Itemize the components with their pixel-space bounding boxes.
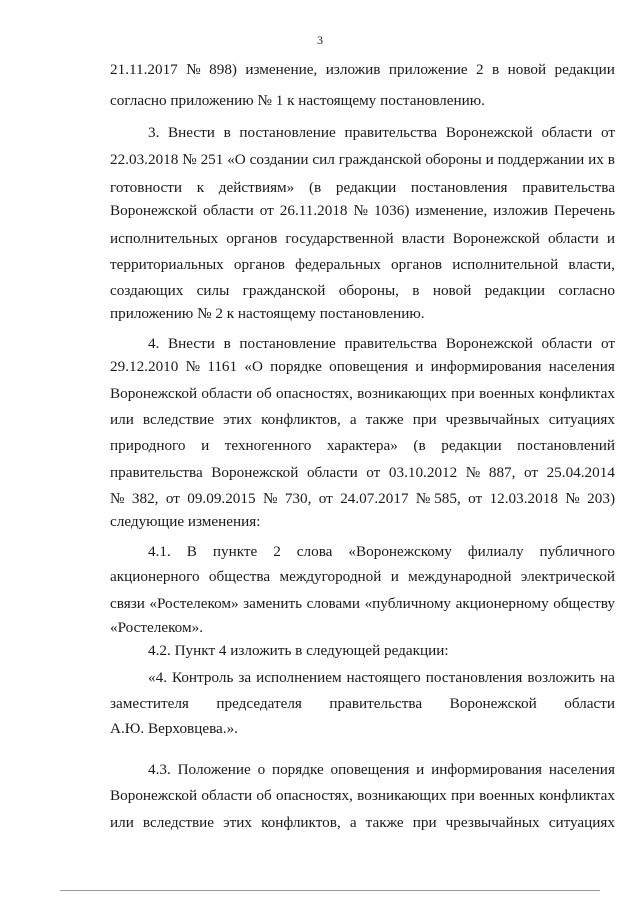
text-word: правительства: [344, 124, 438, 141]
text-word: также: [365, 411, 404, 428]
text-word: №: [182, 151, 197, 168]
text-word: области: [547, 230, 599, 247]
text-word: 382,: [131, 490, 159, 507]
text-word: природного: [110, 437, 186, 454]
text-line: [148, 760, 615, 780]
text-word: 4.2. Пункт 4 изложить в следующей редакции:: [148, 642, 449, 659]
text-word: №: [110, 490, 125, 507]
text-word: правительства: [344, 335, 438, 352]
text-word: обороны,: [338, 282, 399, 299]
text-word: 730,: [284, 490, 312, 507]
text-word: и: [390, 568, 399, 585]
text-word: обществу: [553, 595, 615, 612]
text-line: [110, 786, 615, 806]
text-word: 203): [587, 490, 615, 507]
text-word: исполнительных: [110, 230, 219, 247]
text-word: «О: [227, 151, 246, 168]
text-line: [110, 91, 485, 111]
text-word: от: [318, 490, 333, 507]
text-line: [148, 542, 615, 562]
text-word: на: [600, 669, 615, 686]
text-word: о: [257, 761, 266, 778]
text-word: постановление: [239, 335, 336, 352]
text-word: редакции: [441, 437, 502, 454]
text-word: «публичному: [364, 595, 452, 612]
text-line: [110, 694, 615, 714]
text-word: области: [564, 695, 615, 712]
text-word: постановления: [425, 669, 523, 686]
text-word: Воронежской: [445, 124, 533, 141]
text-word: области: [541, 335, 593, 352]
text-line: [110, 281, 615, 301]
text-word: В: [186, 543, 197, 560]
text-word: филиалу: [467, 543, 524, 560]
text-word: 1036): [373, 202, 410, 219]
text-line: [110, 436, 615, 456]
text-word: чрезвычайных: [445, 411, 540, 428]
text-word: порядке: [270, 358, 322, 375]
text-word: акционерного: [110, 568, 200, 585]
text-word: военных: [479, 787, 535, 804]
text-word: к: [196, 179, 205, 196]
text-word: возникающих: [357, 787, 447, 804]
text-word: 29.12.2010: [110, 358, 179, 375]
text-word: опасностях,: [276, 787, 353, 804]
text-word: Перечень: [553, 202, 615, 219]
text-word: изменение,: [415, 202, 488, 219]
text-word: порядке: [271, 761, 324, 778]
text-word: информирования: [431, 761, 543, 778]
text-word: электрической: [520, 568, 615, 585]
text-word: редакции: [335, 179, 397, 196]
text-line: [110, 594, 615, 614]
text-line: [110, 719, 238, 739]
text-word: 4.: [148, 335, 160, 352]
text-word: новой: [432, 282, 472, 299]
text-word: №: [465, 464, 481, 481]
text-line: [110, 567, 615, 587]
text-line: [110, 489, 615, 509]
text-word: в: [223, 335, 231, 352]
text-word: №: [186, 61, 201, 78]
text-line: [110, 229, 615, 249]
text-line: [148, 668, 615, 688]
text-word: характера»: [326, 437, 398, 454]
text-word: при: [451, 787, 475, 804]
text-word: №: [353, 202, 368, 219]
text-word: этих: [223, 814, 252, 831]
text-line: [110, 201, 615, 221]
text-word: исполнительной: [452, 256, 559, 273]
text-word: междугородной: [279, 568, 382, 585]
text-word: также: [365, 814, 404, 831]
text-word: председателя: [216, 695, 302, 712]
text-line: [110, 357, 615, 377]
text-word: словами: [306, 595, 361, 612]
text-word: органов: [233, 256, 285, 273]
text-word: правительства: [110, 464, 203, 481]
text-line: [110, 384, 615, 404]
text-word: Внести: [168, 124, 215, 141]
text-word: обороны: [425, 151, 482, 168]
text-word: «Ростелеком».: [110, 619, 203, 636]
text-word: от: [366, 464, 381, 481]
text-word: их: [588, 151, 604, 168]
text-word: Воронежской: [445, 335, 533, 352]
text-word: ситуациях: [548, 814, 615, 831]
text-word: 09.09.2015: [187, 490, 256, 507]
text-word: создающих: [110, 282, 184, 299]
text-word: «О: [244, 358, 263, 375]
text-word: изменение,: [245, 61, 318, 78]
text-word: настоящего: [346, 669, 421, 686]
text-word: федеральных: [295, 256, 381, 273]
text-word: 4.1.: [148, 543, 171, 560]
text-line: [110, 304, 425, 324]
text-word: акционерному: [455, 595, 549, 612]
text-word: «Ростелеком»: [149, 595, 239, 612]
text-word: от: [468, 490, 483, 507]
text-word: 898): [209, 61, 237, 78]
text-word: Положение: [177, 761, 251, 778]
text-word: вследствие: [142, 814, 215, 831]
text-word: и: [415, 358, 424, 375]
text-line: [110, 512, 260, 532]
text-word: и: [201, 437, 210, 454]
text-word: 251: [200, 151, 224, 168]
text-word: от: [523, 464, 539, 481]
text-word: в: [607, 151, 615, 168]
text-word: заместителя: [110, 695, 189, 712]
text-word: создании: [249, 151, 309, 168]
text-word: конфликтах: [539, 787, 615, 804]
text-word: органов: [226, 230, 278, 247]
text-word: за: [238, 669, 252, 686]
text-word: слова: [296, 543, 333, 560]
text-word: новой: [507, 61, 547, 78]
text-word: (в: [308, 179, 322, 196]
text-word: в: [412, 282, 420, 299]
text-word: 26.11.2018: [279, 202, 348, 219]
text-word: Воронежской: [449, 695, 537, 712]
text-word: действиям»: [218, 179, 295, 196]
text-word: гражданской: [338, 151, 422, 168]
text-word: готовности: [110, 179, 183, 196]
page-number: 3: [317, 33, 323, 47]
text-word: конфликтах: [539, 385, 615, 402]
text-word: чрезвычайных: [445, 814, 540, 831]
text-word: редакции: [484, 282, 546, 299]
text-word: или: [110, 814, 134, 831]
text-line: [148, 123, 615, 143]
text-line: [110, 150, 615, 170]
text-word: области: [541, 124, 593, 141]
text-word: в: [492, 61, 500, 78]
text-line: [148, 334, 615, 354]
text-word: связи: [110, 595, 145, 612]
text-word: правительства: [522, 179, 615, 196]
text-word: при: [412, 814, 437, 831]
text-word: (в: [413, 437, 426, 454]
text-word: изложив: [325, 61, 381, 78]
text-word: Контроль: [171, 669, 234, 686]
text-word: от: [165, 490, 180, 507]
text-word: 1161: [207, 358, 238, 375]
text-word: силы: [196, 282, 230, 299]
text-word: изложив: [493, 202, 548, 219]
text-word: 25.04.2014: [546, 464, 615, 481]
text-word: заменить: [243, 595, 303, 612]
text-word: общества: [208, 568, 271, 585]
text-word: 03.10.2012: [388, 464, 458, 481]
text-word: «4.: [148, 669, 167, 686]
text-line: [110, 813, 615, 833]
text-word: редакции: [554, 61, 615, 78]
text-word: опасностях,: [276, 385, 353, 402]
text-line: [110, 255, 615, 275]
text-word: гражданской: [242, 282, 326, 299]
text-word: государственной: [285, 230, 394, 247]
text-word: оповещения: [329, 358, 408, 375]
text-word: или: [110, 411, 134, 428]
text-word: и: [606, 230, 615, 247]
text-word: поддержании: [497, 151, 585, 168]
text-word: об: [256, 787, 272, 804]
text-word: возникающих: [357, 385, 447, 402]
text-word: 22.03.2018: [110, 151, 179, 168]
text-word: конфликтов,: [261, 814, 341, 831]
text-word: 2: [273, 543, 281, 560]
text-word: 12.03.2018: [489, 490, 558, 507]
text-word: 4.3.: [148, 761, 171, 778]
text-word: «Воронежскому: [348, 543, 452, 560]
text-word: исполнением: [256, 669, 342, 686]
text-word: области: [201, 385, 253, 402]
text-word: пункте: [212, 543, 258, 560]
text-word: от: [600, 335, 615, 352]
text-word: и: [485, 151, 494, 168]
scan-border-line: [60, 890, 600, 891]
text-word: власти,: [568, 256, 615, 273]
text-word: об: [256, 385, 272, 402]
text-word: согласно: [558, 282, 615, 299]
text-word: №: [565, 490, 580, 507]
text-word: международной: [408, 568, 512, 585]
text-word: правительства: [329, 695, 423, 712]
text-word: 887,: [488, 464, 516, 481]
text-word: в: [223, 124, 231, 141]
text-word: органов: [391, 256, 443, 273]
text-word: области: [306, 464, 358, 481]
text-word: 2: [476, 61, 484, 78]
text-word: населения: [548, 358, 615, 375]
text-word: вследствие: [142, 411, 215, 428]
text-line: [110, 618, 203, 638]
text-word: постановления: [410, 179, 508, 196]
text-word: возложить: [527, 669, 596, 686]
text-word: информирования: [430, 358, 542, 375]
text-word: приложение: [388, 61, 468, 78]
text-word: Воронежской: [452, 230, 540, 247]
text-word: территориальных: [110, 256, 224, 273]
text-line: [110, 463, 615, 483]
text-word: Воронежской: [211, 464, 299, 481]
text-word: и: [416, 761, 425, 778]
text-word: постановление: [239, 124, 336, 141]
text-word: этих: [223, 411, 252, 428]
text-word: 3.: [148, 124, 160, 141]
text-word: № 585,: [415, 490, 461, 507]
text-word: А.Ю. Верховцева.».: [110, 720, 238, 737]
text-word: при: [412, 411, 437, 428]
text-line: [110, 410, 615, 430]
text-word: постановлений: [517, 437, 615, 454]
text-word: власти: [401, 230, 445, 247]
text-word: сил: [312, 151, 335, 168]
text-word: согласно приложению № 1 к настоящему постановлению.: [110, 92, 485, 109]
text-word: оповещения: [330, 761, 410, 778]
text-word: населения: [548, 761, 615, 778]
text-word: ситуациях: [548, 411, 615, 428]
text-word: Воронежской: [110, 787, 198, 804]
text-word: конфликтов,: [261, 411, 341, 428]
text-word: а: [349, 411, 357, 428]
text-word: техногенного: [224, 437, 312, 454]
text-word: №: [262, 490, 278, 507]
text-line: [148, 641, 449, 661]
text-word: а: [349, 814, 357, 831]
text-word: следующие изменения:: [110, 513, 261, 530]
text-word: Внести: [168, 335, 215, 352]
text-word: приложению № 2 к настоящему постановлению.: [110, 305, 425, 322]
text-word: от: [600, 124, 615, 141]
text-line: [110, 178, 615, 198]
text-word: области: [203, 202, 254, 219]
text-word: публичного: [539, 543, 615, 560]
text-word: №: [185, 358, 201, 375]
text-word: области: [201, 787, 253, 804]
text-word: военных: [479, 385, 535, 402]
text-word: 21.11.2017: [110, 61, 178, 78]
text-line: [110, 60, 615, 80]
text-word: 24.07.2017: [340, 490, 409, 507]
text-word: Воронежской: [110, 202, 198, 219]
text-word: от: [259, 202, 274, 219]
text-word: Воронежской: [110, 385, 198, 402]
text-word: при: [451, 385, 475, 402]
